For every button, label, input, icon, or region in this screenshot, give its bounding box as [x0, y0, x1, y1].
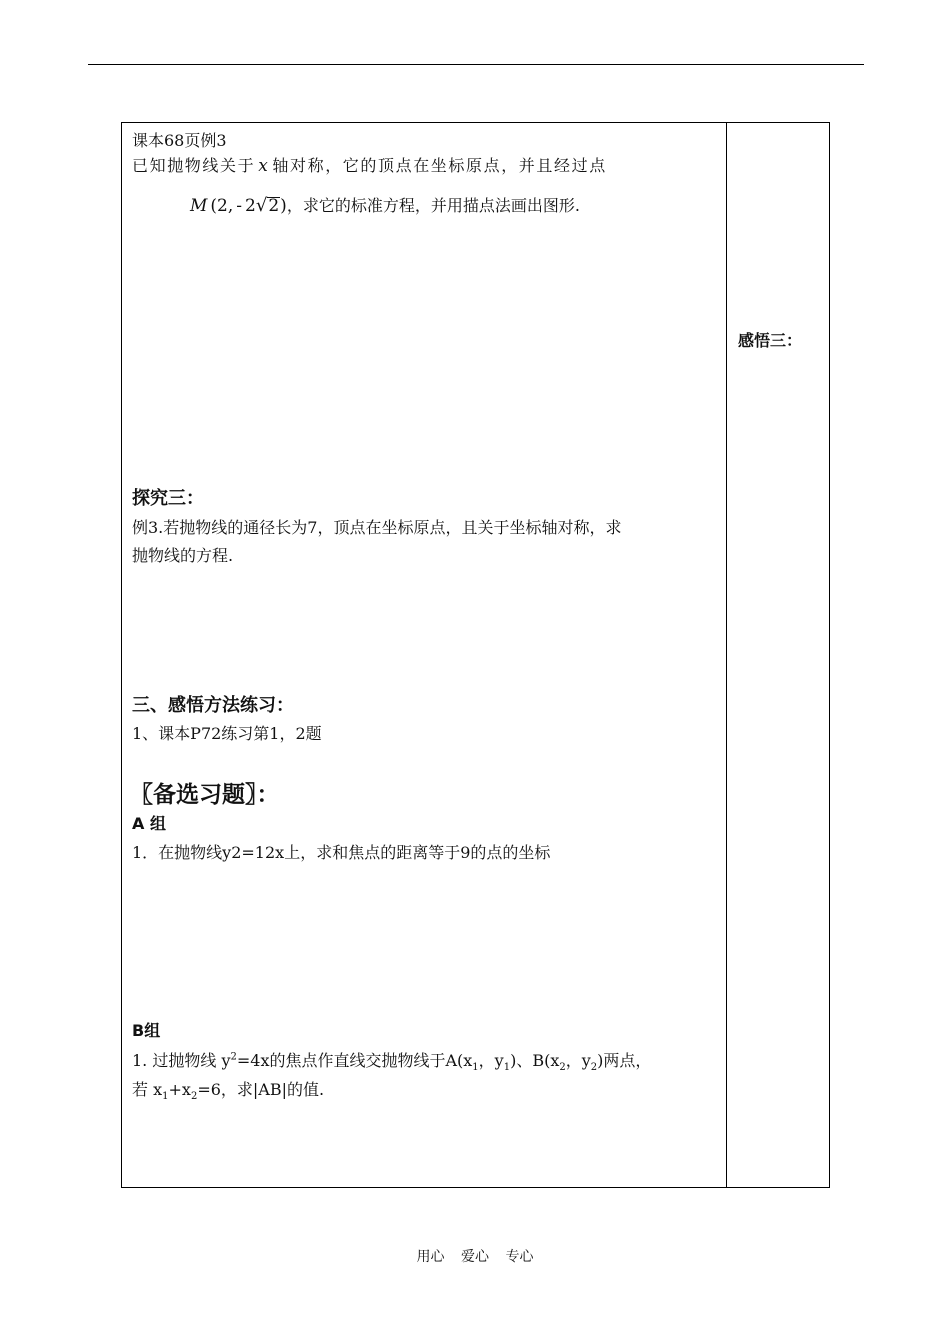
text-segment: ，y: [478, 1051, 504, 1070]
problem-line-2-post: ，求它的标准方程，并用描点法画出图形.: [286, 196, 580, 215]
footer-item: 用心: [416, 1249, 445, 1265]
sidebar-reflection-label: 感悟三：: [738, 331, 803, 350]
group-b-question-line-1: [132, 1048, 651, 1073]
point-close: ): [280, 196, 287, 216]
text-segment: )两点，: [597, 1051, 652, 1070]
optional-exercises-heading: 〖备选习题〗：: [130, 782, 280, 808]
subscript: 2: [590, 1062, 598, 1074]
worksheet-table: [121, 122, 830, 1188]
text-segment: 1. 过抛物线 y: [132, 1051, 231, 1070]
text-segment: +x: [168, 1080, 191, 1099]
problem-line-2: [190, 193, 580, 216]
point-open: (2,: [210, 196, 234, 216]
subscript: 2: [559, 1062, 566, 1074]
page-footer: [0, 1246, 950, 1266]
group-b-heading: B组: [132, 1021, 161, 1040]
problem-line-1-pre: 已知抛物线关于: [132, 156, 256, 175]
superscript: 2: [230, 1051, 237, 1063]
footer-item: 专心: [505, 1249, 534, 1265]
point-coefficient: 2: [245, 196, 256, 216]
column-divider: [726, 122, 727, 1188]
example-reference: 课本68页例3: [132, 131, 227, 150]
explore3-line-1: 例3.若抛物线的通径长为7，顶点在坐标原点，且关于坐标轴对称，求: [132, 518, 622, 537]
text-segment: 若 x: [132, 1080, 163, 1099]
text-segment: =4x的焦点作直线交抛物线于A(x: [236, 1051, 473, 1070]
section3-heading: 三、感悟方法练习：: [132, 695, 294, 716]
group-a-question-1: 1．在抛物线y2=12x上，求和焦点的距离等于9的点的坐标: [132, 843, 551, 862]
point-radicand: 2: [268, 196, 280, 216]
text-segment: )、B(x: [510, 1051, 560, 1070]
explore3-line-2: 抛物线的方程.: [132, 546, 234, 565]
problem-line-1-post: 轴对称，它的顶点在坐标原点，并且经过点: [272, 156, 607, 175]
text-segment: =6，求|AB|的值.: [197, 1080, 325, 1099]
problem-line-1: [132, 153, 607, 176]
subscript: 1: [503, 1062, 511, 1074]
text-segment: ，y: [565, 1051, 591, 1070]
group-a-heading: A 组: [132, 814, 166, 833]
explore3-heading: 探究三：: [132, 488, 204, 509]
section3-item-1: 1、课本P72练习第1，2题: [132, 724, 322, 743]
radical-sign-icon: √: [255, 195, 268, 216]
axis-variable: x: [258, 156, 270, 176]
footer-item: 爱心: [461, 1249, 489, 1265]
header-rule: [88, 64, 864, 65]
subscript: 1: [162, 1091, 169, 1103]
point-label: M: [190, 196, 208, 216]
point-negative: -: [236, 196, 243, 216]
subscript: 2: [190, 1091, 198, 1103]
subscript: 1: [472, 1062, 479, 1074]
point-expression: [190, 196, 287, 216]
group-b-question-line-2: [132, 1077, 324, 1102]
